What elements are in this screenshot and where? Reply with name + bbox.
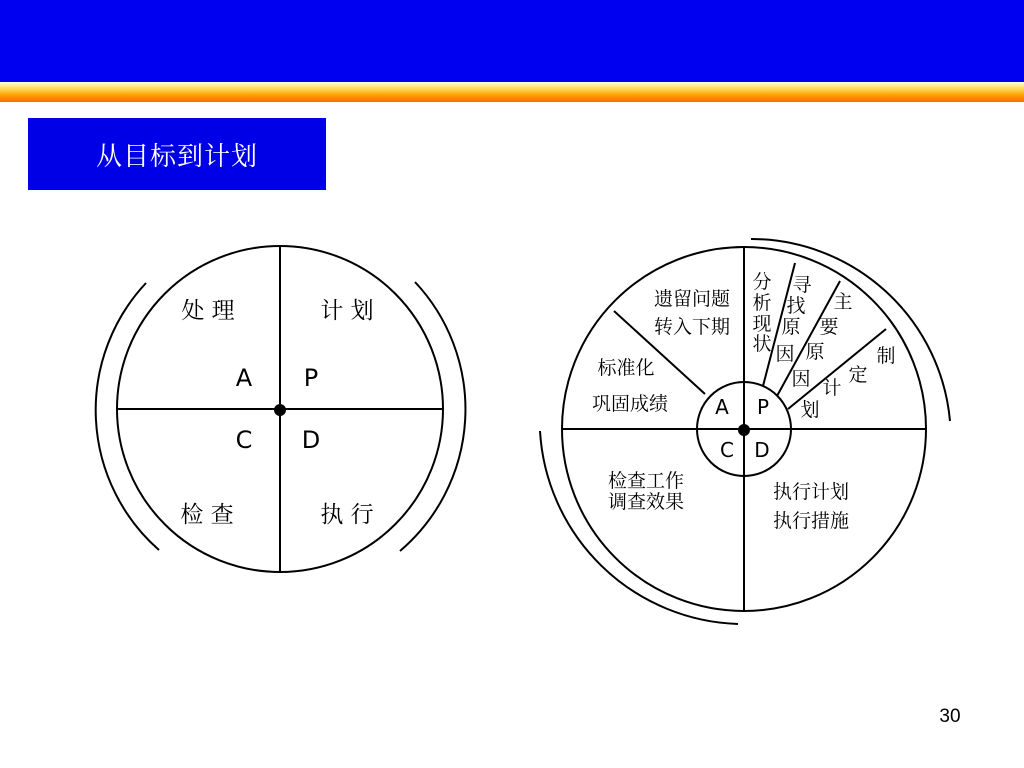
left-letter-p: P — [303, 364, 319, 392]
left-quadrant-top-right: 计 划 — [320, 298, 374, 324]
segment-carryover-line2: 转入下期 — [653, 316, 731, 338]
page-number: 30 — [939, 706, 961, 727]
plan-step4-char2: 定 — [848, 364, 868, 386]
right-letter-a: A — [715, 395, 729, 419]
plan-step2-char2: 找 — [786, 295, 806, 317]
right-letter-d: D — [754, 438, 770, 462]
plan-step1-char4: 状 — [752, 333, 772, 355]
left-letter-a: A — [235, 364, 253, 392]
plan-step4-char1: 制 — [876, 345, 896, 367]
left-quadrant-bottom-right: 执 行 — [320, 502, 374, 528]
segment-carryover-line1: 遗留问题 — [653, 288, 731, 310]
right-center-dot — [738, 424, 750, 436]
plan-step2-char4: 因 — [775, 343, 795, 365]
segment-check-line2: 调查效果 — [607, 491, 685, 513]
plan-step1-char1: 分 — [752, 271, 772, 293]
plan-step3-char4: 因 — [791, 368, 811, 390]
plan-step4-char4: 划 — [800, 399, 820, 421]
segment-do-line1: 执行计划 — [772, 481, 850, 503]
left-center-dot — [274, 404, 286, 416]
left-letter-c: C — [235, 426, 253, 454]
plan-step3-char2: 要 — [819, 316, 839, 338]
right-letter-c: C — [720, 438, 734, 462]
left-letter-d: D — [301, 426, 321, 454]
left-quadrant-top-left: 处 理 — [181, 298, 235, 324]
plan-step2-char3: 原 — [781, 316, 801, 338]
plan-step3-char1: 主 — [833, 291, 853, 313]
segment-standardize-line1: 标准化 — [597, 357, 655, 379]
plan-step1-char3: 现 — [752, 313, 772, 335]
right-letter-p: P — [756, 395, 770, 419]
segment-check-line1: 检查工作 — [607, 470, 685, 492]
left-cycle-arc-left — [96, 283, 159, 550]
slide-title: 从目标到计划 — [95, 141, 258, 172]
plan-step2-char1: 寻 — [792, 274, 812, 296]
plan-step1-char2: 析 — [752, 292, 772, 314]
segment-standardize-line2: 巩固成绩 — [591, 393, 669, 415]
left-quadrant-bottom-left: 检 查 — [180, 502, 234, 528]
segment-do-line2: 执行措施 — [772, 510, 850, 532]
left-cycle-arc-right — [400, 282, 465, 551]
plan-step3-char3: 原 — [805, 341, 825, 363]
plan-step4-char3: 计 — [822, 377, 842, 399]
